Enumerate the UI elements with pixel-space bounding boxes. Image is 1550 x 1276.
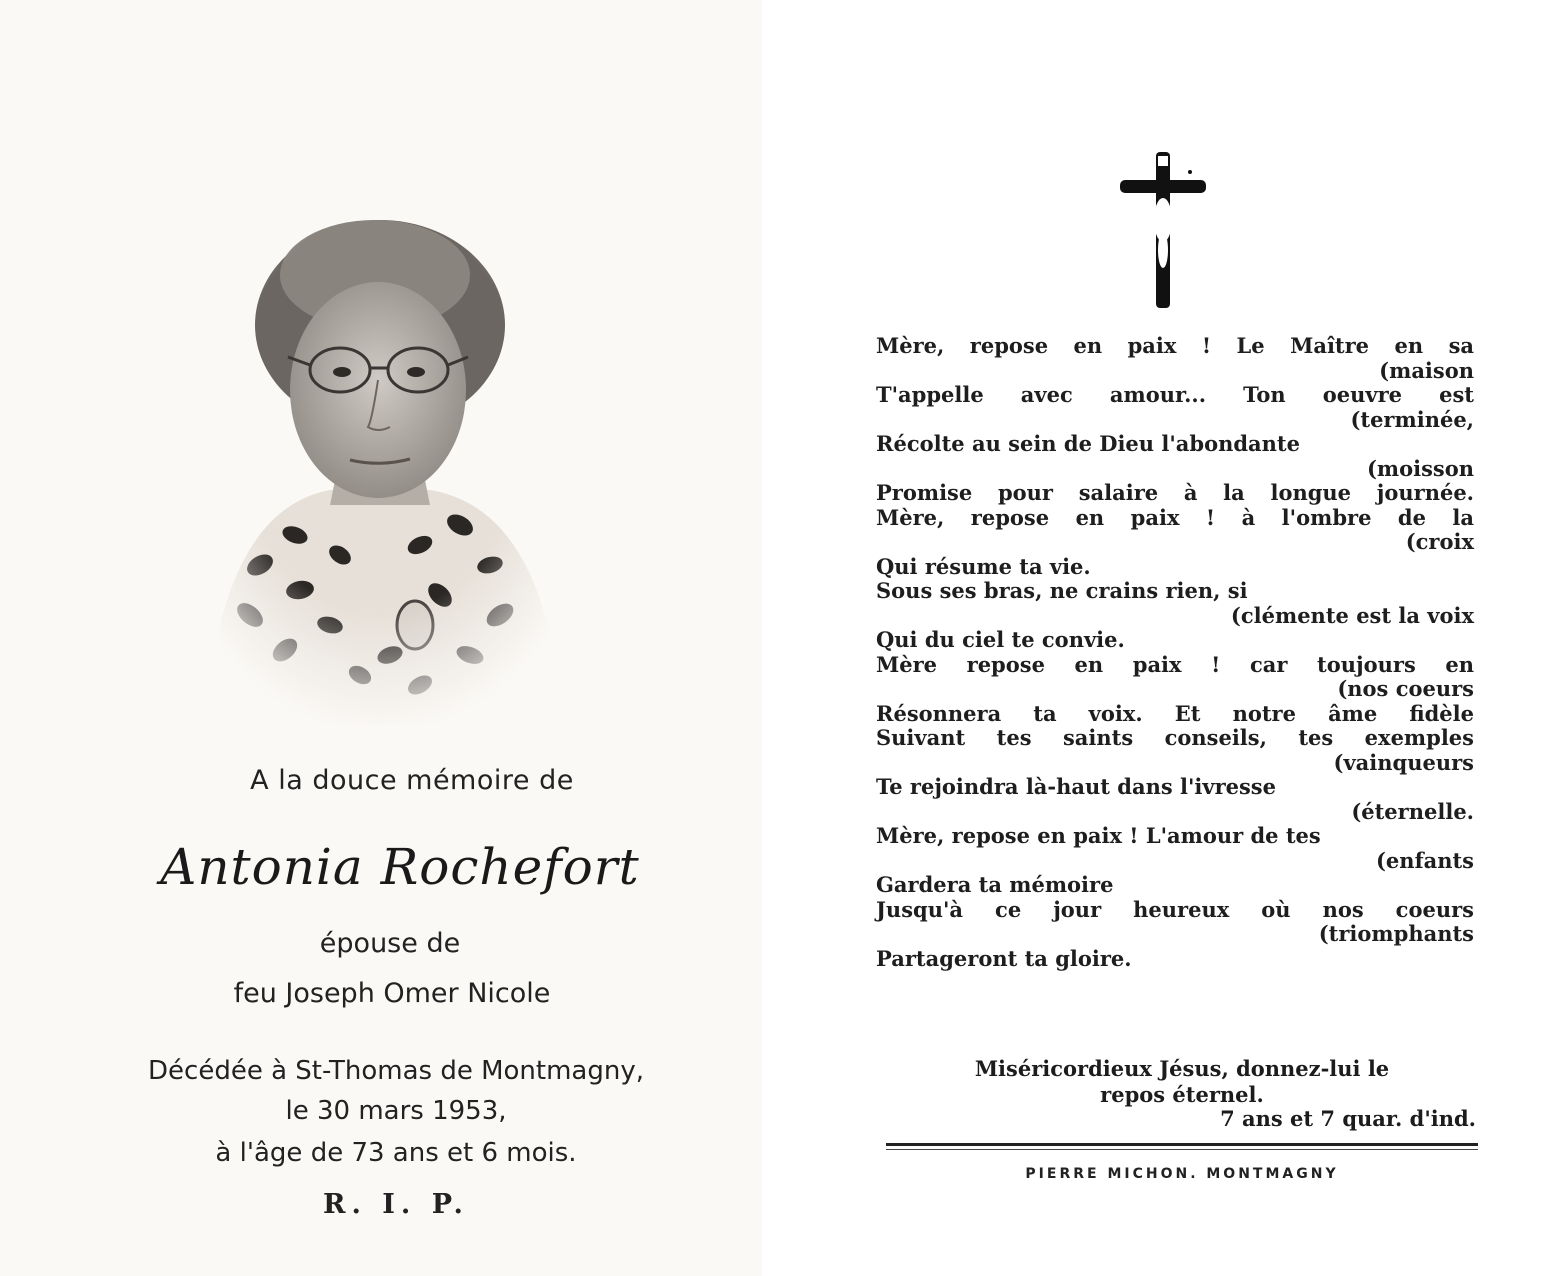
spouse-label: épouse de xyxy=(319,928,461,959)
spouse-name: feu Joseph Omer Nicole xyxy=(233,978,551,1009)
poem-line: Qui du ciel te convie. xyxy=(876,627,1125,652)
poem-line: Gardera ta mémoire xyxy=(876,872,1114,897)
portrait-photo xyxy=(190,205,570,725)
indulgence-note: 7 ans et 7 quar. d'ind. xyxy=(1220,1106,1476,1131)
poem-line: Te rejoindra là-haut dans l'ivresse xyxy=(876,774,1276,799)
poem-line: (triomphants xyxy=(1318,921,1474,946)
poem-line: (vainqueurs xyxy=(1333,749,1474,775)
poem xyxy=(876,334,1474,971)
poem-line: Mère repose en paix ! car toujours en xyxy=(876,651,1474,677)
poem-line: (terminée, xyxy=(1350,406,1474,432)
poem-line: (clémente est la voix xyxy=(1230,602,1474,628)
death-age: à l'âge de 73 ans et 6 mois. xyxy=(215,1138,577,1168)
memory-line: A la douce mémoire de xyxy=(250,765,574,796)
poem-line: (nos coeurs xyxy=(1337,676,1474,701)
crucifix xyxy=(1120,150,1206,310)
rip-text: R. I. P. xyxy=(323,1189,469,1220)
poem-line: (moisson xyxy=(1366,455,1474,481)
poem-line: Mère, repose en paix ! L'amour de tes xyxy=(876,823,1321,848)
poem-line: Mère, repose en paix ! Le Maître en sa xyxy=(876,333,1474,358)
divider-rule xyxy=(886,1149,1478,1150)
poem-line: Mère, repose en paix ! à l'ombre de la xyxy=(876,504,1474,530)
printer-credit: PIERRE MICHON. MONTMAGNY xyxy=(1025,1166,1339,1182)
prayer-card xyxy=(762,0,1550,1276)
poem-line: (croix xyxy=(1405,529,1474,554)
poem-line: Récolte au sein de Dieu l'abondante xyxy=(876,431,1300,456)
poem-line: Résonnera ta voix. Et notre âme fidèle xyxy=(876,700,1474,726)
portrait-card xyxy=(0,0,762,1276)
poem-line: Sous ses bras, ne crains rien, si xyxy=(876,578,1248,603)
divider-rule xyxy=(886,1143,1478,1146)
portrait-photo-icon xyxy=(190,205,570,725)
poem-line: T'appelle avec amour... Ton oeuvre est xyxy=(876,382,1474,407)
poem-line: (enfants xyxy=(1376,847,1474,873)
poem-line: Promise pour salaire à la longue journée. xyxy=(876,480,1474,505)
prayer-line: Miséricordieux Jésus, donnez-lui le xyxy=(974,1056,1390,1081)
prayer-line: repos éternel. xyxy=(1100,1082,1264,1107)
death-date: le 30 mars 1953, xyxy=(285,1096,507,1126)
poem-line: (maison xyxy=(1379,357,1474,383)
poem-line: Qui résume ta vie. xyxy=(876,553,1091,579)
deceased-name: Antonia Rochefort xyxy=(160,838,640,896)
crucifix-icon xyxy=(1120,150,1206,310)
poem-line: Partageront ta gloire. xyxy=(876,945,1132,971)
poem-line: Jusqu'à ce jour heureux où nos coeurs xyxy=(876,896,1474,922)
death-place: Décédée à St-Thomas de Montmagny, xyxy=(148,1056,644,1086)
poem-line: Suivant tes saints conseils, tes exemples xyxy=(876,725,1474,750)
poem-line: (éternelle. xyxy=(1351,798,1474,824)
